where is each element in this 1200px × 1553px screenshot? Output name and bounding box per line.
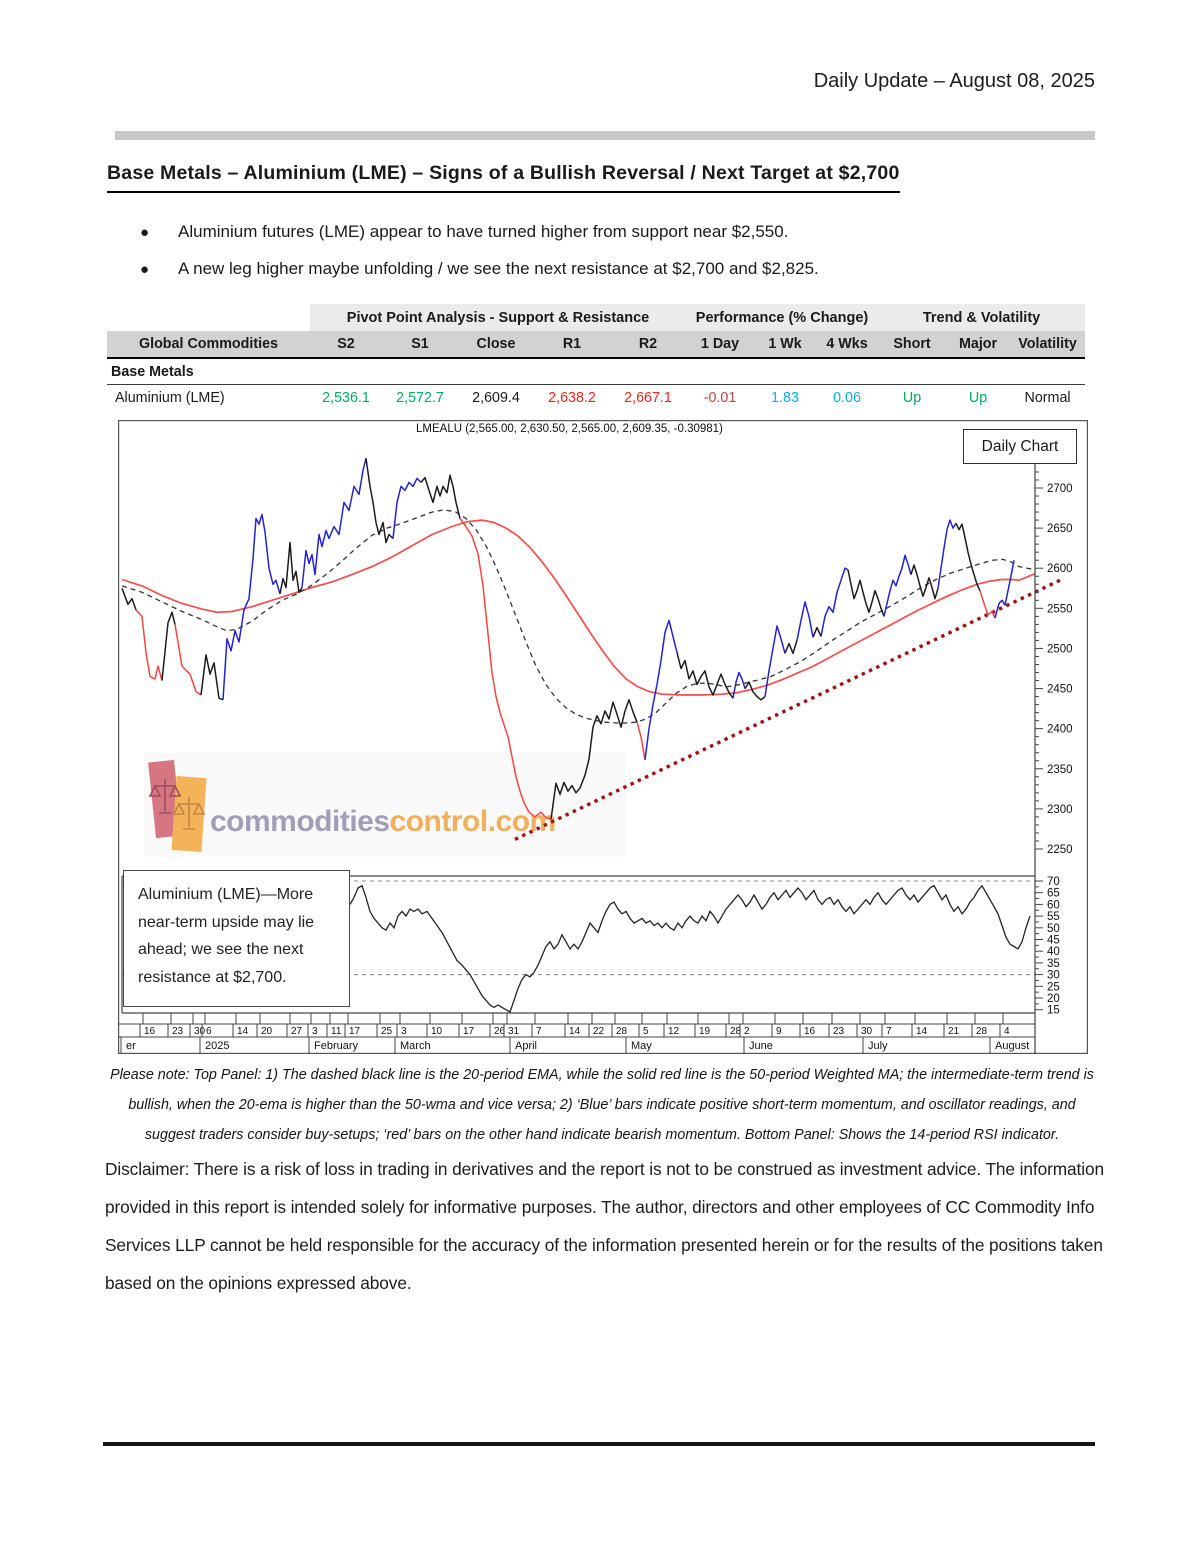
annotation-line: Aluminium (LME)—More	[138, 886, 314, 903]
price-line-segment	[733, 673, 745, 699]
price-line-segment	[421, 475, 460, 518]
date-tick-label: 21	[948, 1026, 960, 1037]
table-section-row	[107, 358, 1085, 385]
chart-footnote: Please note: Top Panel: 1) The dashed black line is the 20-period EMA, while the solid red line is the 50-period Weighted MA; the intermediate-term trend is bullish, when the 20-ema is higher than the 50-wma and vice versa; 2) ‘Blue’ bars indicate positive short-term momentum, and oscillator readings, and suggest traders consider buy-setups; ‘red’ bars on the other hand indicate bearish momentum. Bottom Panel: Shows the 14-period RSI indicator.	[110, 1067, 1094, 1143]
annotation-line: near-term upside may lie	[138, 913, 315, 931]
price-line-segment	[551, 700, 637, 820]
price-line-segment	[821, 568, 848, 636]
price-line-segment	[162, 612, 175, 680]
col-global-commodities: Global Commodities	[107, 331, 310, 358]
col-r1: R1	[534, 331, 610, 358]
price-line-segment	[765, 626, 785, 697]
date-tick-label: 17	[349, 1026, 361, 1037]
watermark-text: commoditiescontrol.com	[210, 805, 556, 838]
cell-s1: 2,572.7	[396, 389, 444, 406]
price-line-segment	[175, 624, 201, 695]
bullet-text: Aluminium futures (LME) appear to have turned higher from support near $2,550.	[178, 222, 789, 241]
date-tick-label: 28	[976, 1026, 988, 1037]
date-tick-label: 4	[1004, 1026, 1010, 1037]
date-tick-label: 28	[616, 1026, 628, 1037]
date-tick-label: 16	[804, 1026, 816, 1037]
rsi-axis-label: 30	[1047, 969, 1060, 982]
cell-commodity-name: Aluminium (LME)	[115, 389, 225, 406]
chart-annotation-box	[123, 870, 350, 1007]
section-title: Base Metals – Aluminium (LME) – Signs of a Bullish Reversal / Next Target at $2,700	[107, 162, 900, 193]
date-tick-label: 12	[668, 1026, 680, 1037]
date-tick-label: 30	[861, 1026, 873, 1037]
date-tick-label: 5	[643, 1026, 649, 1037]
date-tick-label: 16	[144, 1026, 156, 1037]
cell-1wk: 1.83	[771, 389, 799, 406]
date-tick-label: 10	[431, 1026, 443, 1037]
date-tick-label: 14	[569, 1026, 581, 1037]
date-tick-label: 11	[331, 1026, 342, 1037]
price-axis-label: 2700	[1047, 483, 1073, 495]
price-line-segment	[366, 458, 393, 542]
date-tick-label: 19	[699, 1026, 711, 1037]
group-header-pivot: Pivot Point Analysis - Support & Resistance	[310, 304, 686, 331]
price-line-segment	[956, 523, 980, 590]
rsi-axis-label: 40	[1047, 946, 1060, 959]
price-axis-label: 2550	[1047, 603, 1073, 616]
rsi-axis-label: 20	[1047, 993, 1060, 1005]
date-tick-label: 22	[593, 1026, 605, 1037]
month-label: er	[126, 1040, 136, 1052]
col-4wks: 4 Wks	[816, 331, 878, 358]
col-short: Short	[878, 331, 946, 358]
section-label: Base Metals	[107, 358, 1085, 385]
date-tick-label: 14	[916, 1026, 928, 1037]
group-header-blank	[107, 304, 310, 331]
price-line-segment	[995, 560, 1014, 618]
col-major: Major	[946, 331, 1010, 358]
date-tick-label: 30	[194, 1026, 206, 1037]
date-tick-label: 23	[833, 1026, 845, 1037]
table-group-header-row	[107, 304, 1085, 331]
date-tick-label: 3	[401, 1026, 407, 1037]
date-tick-label: 23	[172, 1026, 184, 1037]
col-r2: R2	[610, 331, 686, 358]
date-tick-label: 7	[536, 1026, 542, 1037]
month-label: July	[868, 1040, 888, 1052]
ema20-line	[122, 510, 1035, 723]
month-label: May	[631, 1040, 652, 1052]
cell-r1: 2,638.2	[548, 389, 596, 406]
month-label: April	[515, 1040, 538, 1052]
cell-r2: 2,667.1	[624, 389, 672, 406]
bullet-item	[140, 222, 1080, 244]
report-date: Daily Update – August 08, 2025	[813, 70, 1095, 92]
rsi-axis-label: 15	[1047, 1004, 1060, 1017]
rsi-axis-label: 25	[1047, 981, 1060, 994]
date-tick-label: 17	[463, 1026, 475, 1037]
group-header-trend: Trend & Volatility	[878, 304, 1085, 331]
month-label: 2025	[205, 1040, 230, 1052]
rsi-axis-label: 45	[1047, 934, 1060, 947]
price-axis-label: 2350	[1047, 763, 1073, 776]
price-line-segment	[393, 478, 421, 538]
cell-s2: 2,536.1	[322, 389, 370, 406]
month-label: March	[400, 1040, 431, 1052]
date-tick-label: 7	[886, 1026, 892, 1037]
summary-bullets	[140, 222, 1080, 296]
date-tick-label: 31	[508, 1026, 520, 1037]
date-tick-label: 6	[206, 1026, 212, 1037]
date-tick-label: 25	[381, 1026, 393, 1037]
cell-volatility: Normal	[1024, 389, 1071, 406]
price-chart	[118, 420, 1088, 1054]
col-1day: 1 Day	[686, 331, 754, 358]
rsi-axis-label: 70	[1047, 876, 1060, 888]
date-tick-label: 27	[291, 1026, 303, 1037]
col-close: Close	[458, 331, 534, 358]
price-line-segment	[785, 640, 797, 653]
pivot-point-table	[107, 304, 1085, 410]
rsi-axis-label: 50	[1047, 922, 1060, 935]
col-volatility: Volatility	[1010, 331, 1085, 358]
header-divider	[115, 131, 1095, 140]
price-line-segment	[201, 655, 223, 700]
month-label: August	[995, 1040, 1030, 1052]
price-axis-label: 2450	[1047, 683, 1073, 696]
price-axis-label: 2500	[1047, 643, 1073, 656]
price-line-segment	[911, 565, 938, 599]
date-tick-label: 26	[494, 1026, 506, 1037]
col-s1: S1	[382, 331, 458, 358]
col-1wk: 1 Wk	[754, 331, 816, 358]
rsi-line	[350, 886, 1030, 1012]
rsi-axis-label: 65	[1047, 887, 1060, 900]
price-line-segment	[302, 458, 366, 587]
date-tick-label: 3	[312, 1026, 318, 1037]
price-line-segment	[813, 628, 821, 638]
cell-close: 2,609.4	[472, 389, 520, 406]
price-line-segment	[280, 543, 302, 594]
date-tick-label: 14	[237, 1026, 249, 1037]
price-line-segment	[460, 519, 551, 820]
annotation-line: ahead; we see the next	[138, 941, 304, 958]
price-axis-label: 2250	[1047, 843, 1073, 856]
date-tick-label: 20	[261, 1026, 273, 1037]
rsi-axis-label: 35	[1047, 957, 1060, 970]
price-axis-label: 2300	[1047, 803, 1073, 816]
bullet-item	[140, 259, 1080, 281]
chart-title: LMEALU (2,565.00, 2,630.50, 2,565.00, 2,609.35, -0.30981)	[416, 423, 723, 435]
group-header-performance: Performance (% Change)	[686, 304, 878, 331]
daily-chart-label: Daily Chart	[963, 429, 1077, 464]
price-axis-label: 2400	[1047, 723, 1073, 736]
cell-4wks: 0.06	[833, 389, 861, 406]
bullet-text: A new leg higher maybe unfolding / we see the next resistance at $2,700 and $2,825.	[178, 259, 819, 278]
col-s2: S2	[310, 331, 382, 358]
date-tick-label: 9	[776, 1026, 782, 1037]
wma50-line	[122, 520, 1035, 695]
rsi-axis-label: 55	[1047, 911, 1060, 924]
annotation-line: resistance at $2,700.	[138, 968, 287, 986]
cell-short-trend: Up	[902, 389, 922, 406]
price-line-segment	[980, 591, 995, 618]
date-tick-label: 2	[744, 1026, 750, 1037]
price-axis-label: 2650	[1047, 523, 1073, 536]
price-axis-label: 2600	[1047, 563, 1073, 576]
price-line-segment	[136, 610, 162, 681]
price-line-segment	[848, 570, 884, 617]
cell-major-trend: Up	[968, 389, 988, 406]
bullet-icon: ●	[140, 261, 150, 278]
disclaimer-text: Disclaimer: There is a risk of loss in trading in derivatives and the report is not to be construed as investment advice. The information provided in this report is intended solely for informative purposes. The author, directors and other employees of CC Commodity Info Services LLP cannot be held responsible for the accuracy of the information presented herein or for the results of the positions taken based on the opinions expressed above.	[105, 1159, 1105, 1293]
month-label: June	[749, 1040, 773, 1052]
footer-divider	[103, 1442, 1095, 1446]
date-tick-label: 28	[730, 1026, 742, 1037]
table-row	[107, 385, 1085, 411]
rsi-axis-label: 60	[1047, 899, 1060, 912]
price-line-segment	[797, 602, 813, 641]
trendline	[515, 580, 1060, 839]
table-column-header-row	[107, 331, 1085, 358]
price-line-segment	[938, 520, 956, 588]
price-line-segment	[122, 588, 136, 610]
price-line-segment	[645, 620, 677, 760]
month-label: February	[314, 1040, 359, 1052]
price-line-segment	[637, 722, 645, 760]
price-line-segment	[677, 653, 733, 699]
cell-1day: -0.01	[703, 389, 737, 406]
bullet-icon: ●	[140, 224, 150, 241]
